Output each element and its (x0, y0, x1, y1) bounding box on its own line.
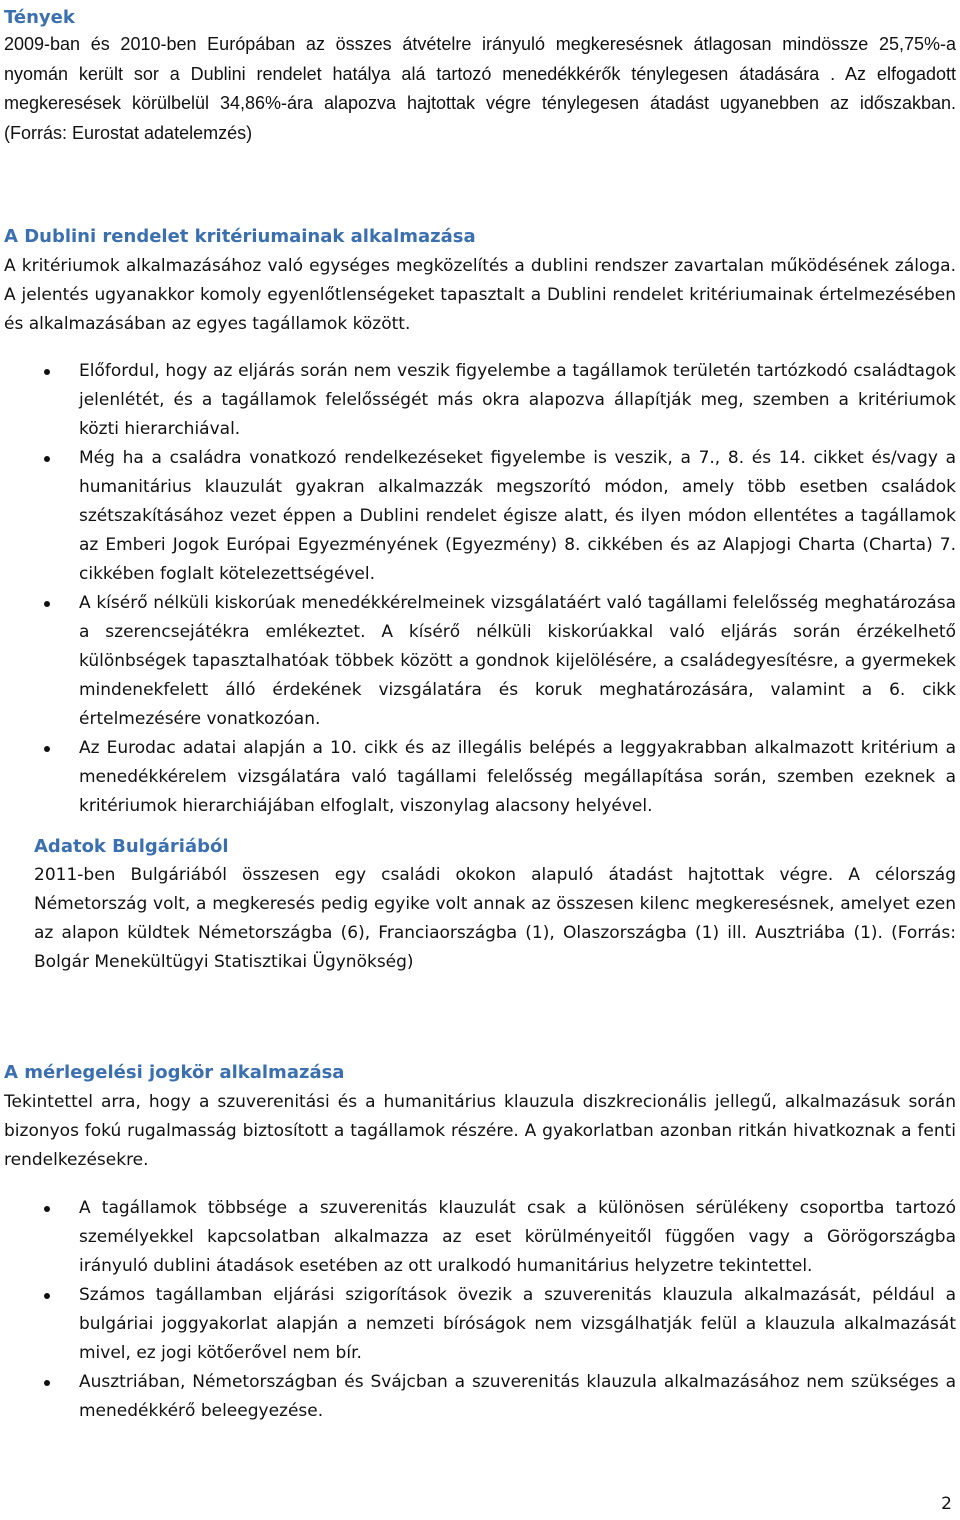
bulgaria-box (34, 835, 956, 977)
list-item: Előfordul, hogy az eljárás során nem veszik figyelembe a tagállamok területén tartózkodó családtagok jelenlétét, és a tagállamok felelősségét más okra alapozva állapítják meg, szemben a kritériumok közti hierarchiával. (4, 357, 956, 444)
dublini-paragraph: A kritériumok alkalmazásához való egységes megközelítés a dublini rendszer zavartalan működésének záloga. A jelentés ugyanakkor komoly egyenlőtlenségeket tapasztalt a Dublini rendelet kritériumainak értelmezésében és alkalmazásában az egyes tagállamok között. (4, 256, 956, 334)
dublini-bullet-list (4, 357, 956, 821)
list-item: A kísérő nélküli kiskorúak menedékkérelmeinek vizsgálatáért való tagállami felelősség meghatározása a szerencsejátékra emlékeztet. A kísérő nélküli kiskorúakkal való eljárás során érzékelhető különbségek tapasztalhatóak többek között a gondnok kijelölésére, a családegyesítésre, a gyermekek mindenekfelett álló érdekének vizsgálatára és koruk meghatározására, valamint a 6. cikk értelmezésére vonatkozóan. (4, 589, 956, 734)
document-page (4, 6, 956, 1426)
tenyek-source: (Forrás: Eurostat adatelemzés) (4, 122, 253, 143)
bullet-icon (44, 369, 50, 375)
bullet-icon (44, 746, 50, 752)
section-title-bulgaria: Adatok Bulgáriából (34, 836, 229, 857)
merlegeles-bullet-list (4, 1194, 956, 1426)
page-number: 2 (941, 1494, 952, 1514)
list-item: Még ha a családra vonatkozó rendelkezéseket figyelembe is veszik, a 7., 8. és 14. cikket és/vagy a humanitárius klauzulát gyakran alkalmazzák megszorító módon, amely több esetben családok szétszakításához vezet éppen a Dublini rendelet égisze alatt, és ilyen módon ellentétes a tagállamok az Emberi Jogok Európai Egyezményének (Egyezmény) 8. cikkében és az Alapjogi Charta (Charta) 7. cikkében foglalt kötelezettségével. (4, 444, 956, 589)
list-item: Ausztriában, Németországban és Svájcban a szuverenitás klauzula alkalmazásához nem szükséges a menedékkérő beleegyezése. (4, 1368, 956, 1426)
merlegeles-paragraph: Tekintettel arra, hogy a szuverenitási és a humanitárius klauzula diszkrecionális jellegű, alkalmazásuk során bizonyos fokú rugalmasság biztosított a tagállamok részére. A gyakorlatban azonban ritkán hivatkoznak a fenti rendelkezésekre. (4, 1092, 956, 1170)
bullet-icon (44, 601, 50, 607)
tenyek-text: 2009-ban és 2010-ben Európában az összes átvételre irányuló megkeresésnek átlagosan mindössze 25,75%-a nyomán került sor a Dublini rendelet hatálya alá tartozó menedékkérők ténylegesen átadására . Az elfogadott megkeresések körülbelül 34,86%-ára alapozva hajtottak végre ténylegesen átadást ugyanebben az időszakban. (4, 34, 956, 113)
bulgaria-paragraph: 2011-ben Bulgáriából összesen egy családi okokon alapuló átadást hajtottak végre. A célország Németország volt, a megkeresés pedig egyike volt annak az összesen kilenc megkeresésnek, amelyet ezen az alapon küldtek Németországba (6), Franciaországba (1), Olaszországba (1) ill. Ausztriába (1). (Forrás: Bolgár Menekültügyi Statisztikai Ügynökség) (34, 865, 956, 972)
list-item: A tagállamok többsége a szuverenitás klauzulát csak a különösen sérülékeny csoportba tartozó személyekkel kapcsolatban alkalmazza az eset körülményeitől függően vagy a Görögországba irányuló dublini átadások esetében az ott uralkodó humanitárius helyzetre tekintettel. (4, 1194, 956, 1281)
section-title-merlegeles: A mérlegelési jogkör alkalmazása (4, 1062, 345, 1083)
bullet-icon (44, 1293, 50, 1299)
bullet-icon (44, 1380, 50, 1386)
section-title-dublini: A Dublini rendelet kritériumainak alkalmazása (4, 226, 476, 247)
list-item: Az Eurodac adatai alapján a 10. cikk és az illegális belépés a leggyakrabban alkalmazott kritérium a menedékkérelem vizsgálatára való tagállami felelősség megállapítása során, szemben ezeknek a kritériumok hierarchiájában elfoglalt, viszonylag alacsony helyével. (4, 734, 956, 821)
list-item: Számos tagállamban eljárási szigorítások övezik a szuverenitás klauzula alkalmazását, például a bulgáriai joggyakorlat alapján a nemzeti bíróságok nem vizsgálhatják felül a klauzula alkalmazását mivel, ez jogi kötőerővel nem bír. (4, 1281, 956, 1368)
bullet-icon (44, 1206, 50, 1212)
tenyek-paragraph (4, 30, 956, 148)
bullet-icon (44, 456, 50, 462)
section-title-tenyek: Tények (4, 7, 75, 28)
